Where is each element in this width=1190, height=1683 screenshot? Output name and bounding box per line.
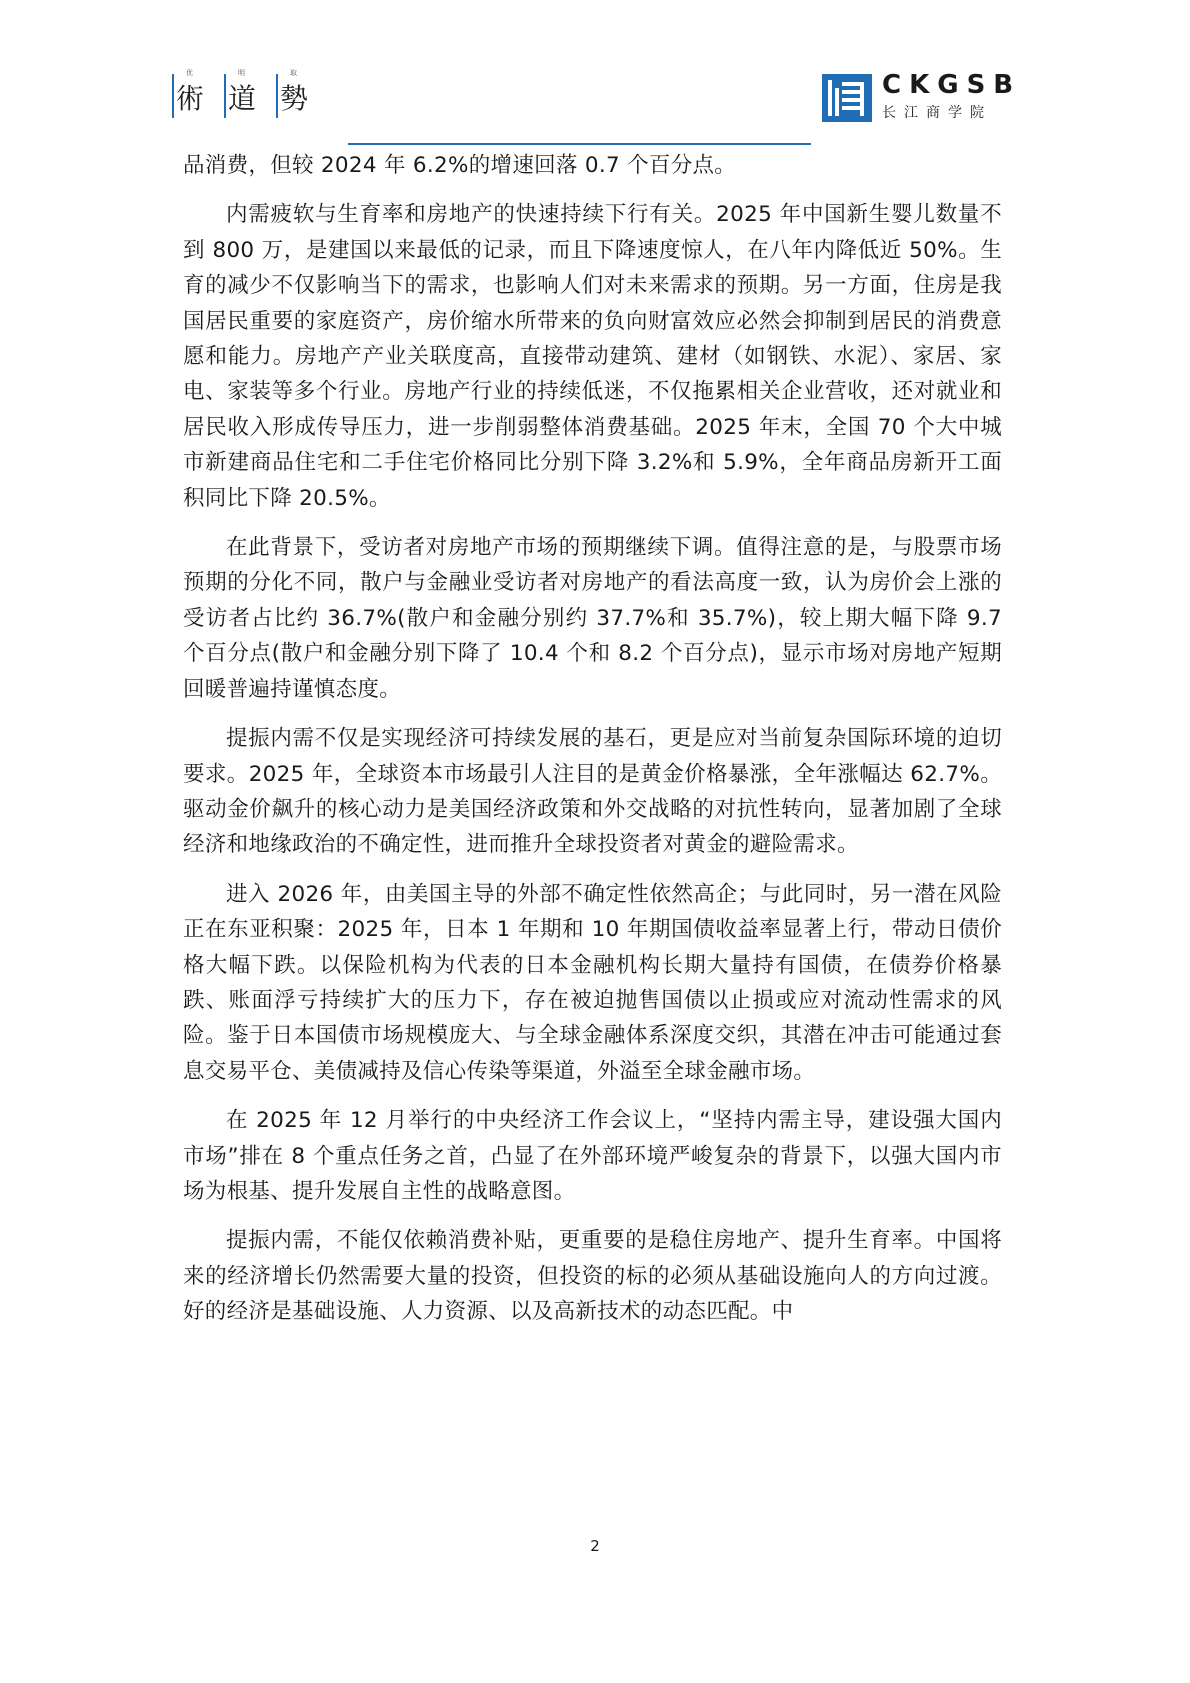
motto-item <box>276 68 324 118</box>
motto-small-char: 优 <box>186 69 193 77</box>
paragraph: 内需疲软与生育率和房地产的快速持续下行有关。2025 年中国新生婴儿数量不到 800 万，是建国以来最低的记录，而且下降速度惊人，在八年内降低近 50%。生育的减少不仅影响当下的需求，也影响人们对未来需求的预期。另一方面，住房是我国居民重要的家庭资产，房价缩水所带来的负向财富效应必然会抑制到居民的消费意愿和能力。房地产产业关联度高，直接带动建筑、建材（如钢铁、水泥）、家居、家电、家装等多个行业。房地产行业的持续低迷，不仅拖累相关企业营收，还对就业和居民收入形成传导压力，进一步削弱整体消费基础。2025 年末，全国 70 个大中城市新建商品住宅和二手住宅价格同比分别下降 3.2%和 5.9%，全年商品房新开工面积同比下降 20.5%。 <box>183 202 1002 511</box>
motto-big-char: 勢 <box>280 82 309 115</box>
motto-small-char: 明 <box>238 69 245 77</box>
motto-item <box>172 68 220 118</box>
paragraph: 在 2025 年 12 月举行的中央经济工作会议上，“坚持内需主导，建设强大国内市场”排在 8 个重点任务之首，凸显了在外部环境严峻复杂的背景下，以强大国内市场为根基、提升发展自主性的战略意图。 <box>183 1108 1002 1204</box>
motto-divider <box>224 74 226 118</box>
ckgsb-logo-icon <box>822 74 872 122</box>
motto-small-char: 取 <box>290 69 297 77</box>
motto-divider <box>172 74 174 118</box>
header-divider <box>348 143 811 145</box>
paragraph: 在此背景下，受访者对房地产市场的预期继续下调。值得注意的是，与股票市场预期的分化不同，散户与金融业受访者对房地产的看法高度一致，认为房价会上涨的受访者占比约 36.7%(散户和金融分别约 37.7%和 35.7%)，较上期大幅下降 9.7 个百分点(散户和金融分别下降了 10.4 个和 8.2 个百分点)，显示市场对房地产短期回暖普遍持谨慎态度。 <box>183 535 1002 702</box>
ckgsb-logo <box>822 68 1022 124</box>
motto-divider <box>276 74 278 118</box>
motto-big-char: 術 <box>176 82 205 115</box>
page-number: 2 <box>590 1537 600 1555</box>
motto-logo <box>172 68 332 118</box>
paragraph: 提振内需不仅是实现经济可持续发展的基石，更是应对当前复杂国际环境的迫切要求。2025 年，全球资本市场最引人注目的是黄金价格暴涨，全年涨幅达 62.7%。驱动金价飙升的核心动力是美国经济政策和外交战略的对抗性转向，显著加剧了全球经济和地缘政治的不确定性，进而推升全球投资者对黄金的避险需求。 <box>183 726 1002 858</box>
motto-big-char: 道 <box>228 82 257 115</box>
paragraph: 提振内需，不能仅依赖消费补贴，更重要的是稳住房地产、提升生育率。中国将来的经济增长仍然需要大量的投资，但投资的标的必须从基础设施向人的方向过渡。好的经济是基础设施、人力资源、以及高新技术的动态匹配。中 <box>183 1228 1002 1325</box>
motto-item <box>224 68 272 118</box>
logo-chinese-text: 长江商学院 <box>882 105 992 121</box>
paragraph: 品消费，但较 2024 年 6.2%的增速回落 0.7 个百分点。 <box>183 153 737 178</box>
paragraph: 进入 2026 年，由美国主导的外部不确定性依然高企；与此同时，另一潜在风险正在东亚积聚：2025 年，日本 1 年期和 10 年期国债收益率显著上行，带动日债价格大幅下跌。以保险机构为代表的日本金融机构长期大量持有国债，在债券价格暴跌、账面浮亏持续扩大的压力下，存在被迫抛售国债以止损或应对流动性需求的风险。鉴于日本国债市场规模庞大、与全球金融体系深度交织，其潜在冲击可能通过套息交易平仓、美债减持及信心传染等渠道，外溢至全球金融市场。 <box>183 881 1002 1084</box>
document-body <box>183 148 1002 1344</box>
logo-english-text: CKGSB <box>882 70 1022 100</box>
